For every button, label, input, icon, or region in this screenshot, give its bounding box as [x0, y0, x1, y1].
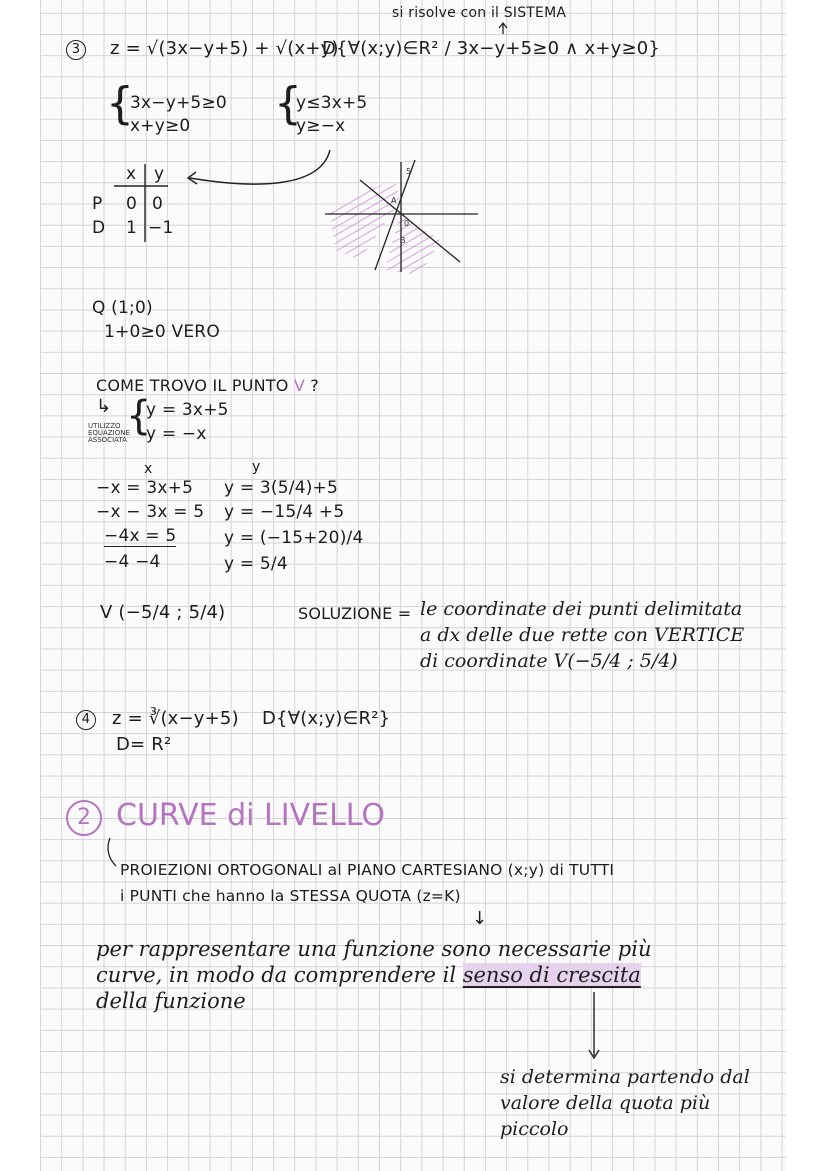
table-cell: −1 — [148, 218, 174, 238]
solve-y-line: y = (−15+20)/4 — [224, 528, 364, 548]
text-line: della funzione — [96, 989, 246, 1013]
definition-line: PROIEZIONI ORTOGONALI al PIANO CARTESIANO (x;y) di TUTTI — [120, 861, 615, 879]
note-small-line: ASSOCIATA — [88, 436, 127, 444]
col-x: x — [144, 461, 153, 477]
ex3-number: 3 — [66, 40, 86, 60]
question-mark: ? — [310, 376, 319, 395]
solution-line: le coordinate dei punti delimitata — [420, 598, 743, 620]
highlight-senso-di-crescita: senso di crescita — [462, 963, 641, 987]
bottom-line: piccolo — [500, 1118, 569, 1140]
system-eq-brace: { — [126, 393, 152, 439]
bottom-line: si determina partendo dal — [500, 1066, 750, 1088]
system-right-eq2: y≥−x — [296, 116, 346, 136]
table-cell: 0 — [152, 194, 164, 214]
ex4-number: 4 — [76, 710, 96, 730]
solve-y-line: y = 3(5/4)+5 — [224, 478, 339, 498]
solve-x-line: −4x = 5 — [104, 526, 177, 546]
text-line: per rappresentare una funzione sono necessarie più — [96, 937, 652, 961]
vertex: V (−5/4 ; 5/4) — [100, 602, 226, 623]
system-left-eq1: 3x−y+5≥0 — [130, 93, 227, 113]
ex4-domain-eq: D= R² — [116, 734, 172, 755]
question-text: COME TROVO IL PUNTO — [96, 376, 289, 395]
graph-label: B — [400, 236, 406, 245]
top-note: si risolve con il SISTEMA — [392, 5, 567, 21]
solve-y-line: y = 5/4 — [224, 554, 288, 574]
text-line-part: curve, in modo da comprendere il — [96, 963, 463, 987]
system-eq-2: y = −x — [146, 424, 207, 444]
graph-label: 5 — [406, 167, 412, 176]
note-small-line: UTILIZZO — [88, 422, 121, 430]
col-y: y — [252, 459, 261, 475]
table-header-y: y — [154, 164, 165, 184]
solve-x-line: −4 −4 — [104, 552, 161, 572]
ex3-domain: D{∀(x;y)∈R² / 3x−y+5≥0 ∧ x+y≥0} — [322, 38, 661, 59]
table-header-x: x — [126, 164, 137, 184]
bottom-line: valore della quota più — [500, 1092, 711, 1114]
system-left-brace: { — [106, 78, 134, 129]
arrow-indicator: ↳ — [96, 396, 112, 417]
system-right-eq1: y≤3x+5 — [296, 93, 368, 113]
table-row-label: P — [92, 194, 103, 214]
solve-y-line: y = −15/4 +5 — [224, 502, 345, 522]
system-right-brace: { — [274, 78, 302, 129]
section2-title: CURVE di LIVELLO — [116, 798, 386, 833]
test-point: Q (1;0) — [92, 298, 153, 318]
solve-x-line: −x − 3x = 5 — [96, 502, 205, 522]
definition-line: i PUNTI che hanno la STESSA QUOTA (z=K) — [120, 887, 461, 905]
question-v: V — [293, 376, 305, 395]
solution-label: SOLUZIONE = — [298, 604, 412, 623]
solution-line: di coordinate V(−5/4 ; 5/4) — [420, 650, 678, 672]
table-cell: 0 — [126, 194, 138, 214]
system-left-eq2: x+y≥0 — [130, 116, 191, 136]
ex3-function: z = √(3x−y+5) + √(x+y) — [110, 38, 339, 59]
test-check: 1+0≥0 VERO — [104, 322, 220, 342]
section2-number: 2 — [66, 800, 102, 836]
ex4-function: z = ∛(x−y+5) — [112, 708, 239, 729]
note-small-line: EQUAZIONE — [88, 429, 130, 437]
solve-x-line: −x = 3x+5 — [96, 478, 194, 498]
graph-label: 0 — [404, 219, 410, 228]
down-arrow: ↓ — [472, 908, 488, 929]
ex4-domain: D{∀(x;y)∈R²} — [262, 708, 391, 729]
solution-line: a dx delle due rette con VERTICE — [420, 624, 745, 646]
table-row-label: D — [92, 218, 106, 238]
table-cell: 1 — [126, 218, 138, 238]
graph-label: A — [391, 196, 397, 205]
system-eq-1: y = 3x+5 — [146, 400, 229, 420]
